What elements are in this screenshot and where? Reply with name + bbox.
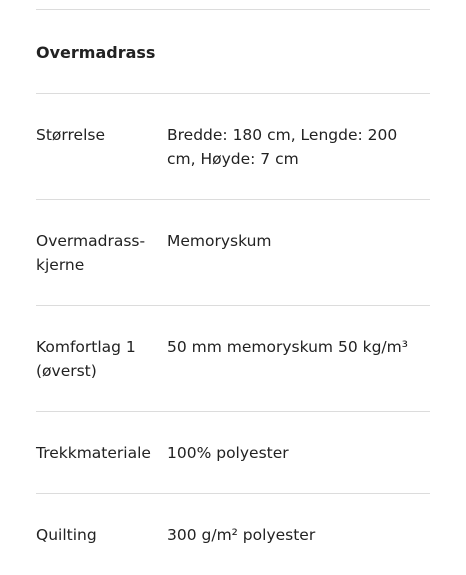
spec-value-comfort-layer: 50 mm memoryskum 50 kg/m³ — [167, 338, 408, 356]
spec-label-quilting: Quilting — [36, 526, 97, 544]
spec-label-core: Overmadrass-kjerne — [36, 232, 146, 274]
row-divider — [36, 305, 430, 306]
spec-label-comfort-layer: Komfortlag 1 (øverst) — [36, 338, 136, 380]
spec-value-size: Bredde: 180 cm, Lengde: 200 cm, Høyde: 7 cm — [167, 126, 398, 168]
spec-label-cover-material: Trekkmateriale — [36, 444, 151, 462]
spec-value-cover-material: 100% polyester — [167, 444, 289, 462]
top-divider — [36, 9, 430, 10]
row-divider — [36, 411, 430, 412]
section-title: Overmadrass — [36, 43, 156, 62]
spec-value-quilting: 300 g/m² polyester — [167, 526, 316, 544]
row-divider — [36, 93, 430, 94]
row-divider — [36, 199, 430, 200]
row-divider — [36, 493, 430, 494]
spec-value-core: Memoryskum — [167, 232, 272, 250]
spec-label-size: Størrelse — [36, 126, 105, 144]
